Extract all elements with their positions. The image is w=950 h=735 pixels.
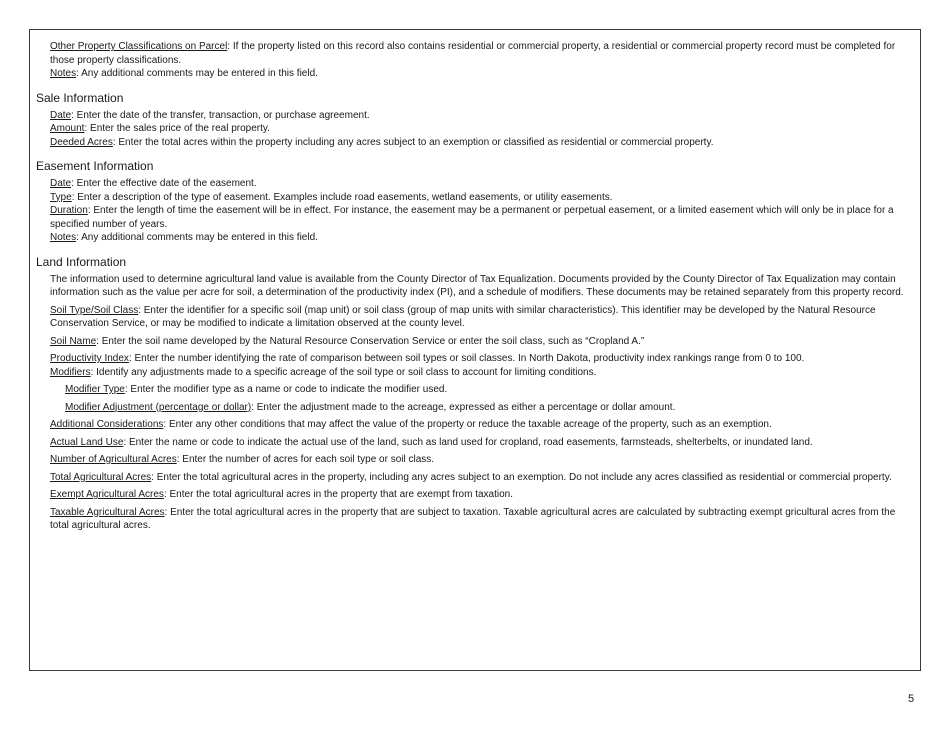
term-soil-name: Soil Name: [50, 335, 97, 347]
term-amount: Amount: [50, 123, 85, 134]
definition-text: : Enter the total acres within the property including any acres subject to an exemption or classified as residential or commercial property.: [112, 136, 714, 148]
definition-additional-considerations: [30, 418, 922, 432]
definition-text: : Enter the date of the transfer, transaction, or purchase agreement.: [71, 109, 370, 121]
definition-text: : Enter the identifier for a specific soil (map unit) or soil class (group of map units with similar characteristics). This identifier may be developed by the Natural Resource Conservation Service, or may be modified to indicate a limitation observed at the county level.: [50, 304, 876, 329]
definition-text: : Enter the sales price of the real property.: [84, 123, 270, 134]
term-productivity-index: Productivity Index: [50, 353, 129, 364]
term-actual-land-use: Actual Land Use: [50, 436, 124, 448]
term-type: Type: [50, 191, 72, 203]
definition-soil-type: [30, 304, 922, 331]
definition-actual-land-use: [30, 436, 922, 450]
definition-amount: [30, 122, 922, 136]
term-additional-considerations: Additional Considerations: [50, 419, 164, 430]
term-deeded-acres: Deeded Acres: [50, 136, 113, 148]
other-property-section: [30, 40, 922, 81]
sale-information-section: [30, 109, 922, 150]
easement-information-heading: Easement Information: [36, 159, 154, 173]
definition-text: : Enter the adjustment made to the acreage, expressed as either a percentage or dollar amount.: [251, 401, 676, 413]
definition-duration: [30, 204, 922, 231]
term-notes: Notes: [50, 68, 77, 79]
term-exempt-agricultural-acres: Exempt Agricultural Acres: [50, 489, 164, 500]
sale-information-heading: Sale Information: [36, 90, 124, 105]
definition-text: : Enter the soil name developed by the Natural Resource Conservation Service or enter the soil class, such as “Cropland A.”: [96, 335, 645, 347]
definition-notes: [30, 67, 922, 81]
definition-text: : Enter the length of time the easement will be in effect. For instance, the easement may be a permanent or perpetual easement, or a limited easement which will only be in place for a specified number of years.: [50, 205, 894, 230]
definition-other-property-classifications: [30, 40, 922, 67]
definition-text: : Enter the number identifying the rate of comparison between soil types or soil classes. In North Dakota, productivity index rankings range from 0 to 100.: [128, 353, 805, 364]
term-date: Date: [50, 109, 72, 121]
definition-text: : Enter the effective date of the easement.: [71, 178, 257, 189]
definition-taxable-agricultural-acres: [30, 506, 922, 533]
definition-easement-notes: [30, 231, 922, 245]
definition-text: : Any additional comments may be entered in this field.: [76, 232, 318, 243]
term-modifiers: Modifiers: [50, 366, 91, 378]
term-date: Date: [50, 178, 72, 189]
definition-type: [30, 191, 922, 205]
land-information-section: [30, 273, 922, 533]
definition-easement-date: [30, 177, 922, 191]
definition-productivity-index: [30, 352, 922, 366]
definition-modifier-adjustment: [30, 401, 922, 415]
definition-sale-date: [30, 109, 922, 123]
term-other-property-classifications: Other Property Classifications on Parcel: [50, 41, 228, 52]
page-frame: [29, 29, 921, 671]
term-taxable-agricultural-acres: Taxable Agricultural Acres: [50, 506, 165, 518]
definition-modifier-type: [30, 383, 922, 397]
easement-information-section: [30, 177, 922, 245]
term-duration: Duration: [50, 205, 88, 216]
definition-modifiers: [30, 366, 922, 380]
term-soil-type: Soil Type/Soil Class: [50, 304, 139, 316]
definition-text: : Enter the modifier type as a name or code to indicate the modifier used.: [124, 384, 448, 395]
definition-text: : Identify any adjustments made to a specific acreage of the soil type or soil class to account for limiting conditions.: [90, 366, 597, 378]
term-notes: Notes: [50, 232, 77, 243]
definition-number-of-agricultural-acres: [30, 453, 922, 467]
definition-text: : Enter the total agricultural acres in the property that are exempt from taxation.: [163, 489, 513, 500]
term-modifier-adjustment: Modifier Adjustment (percentage or dollar): [65, 401, 252, 413]
definition-text: : Enter the total agricultural acres in the property, including any acres subject to an exemption. Do not include any acres classified as residential or commercial property.: [151, 471, 892, 483]
definition-text: : Enter a description of the type of easement. Examples include road easements, wetland easements, or utility easements.: [71, 191, 613, 203]
definition-total-agricultural-acres: [30, 471, 922, 485]
definition-text: : Enter the total agricultural acres in the property that are subject to taxation. Taxable agricultural acres are calculated by subtracting exempt gricultural acres from the total agricultural acres.: [50, 506, 896, 531]
definition-text: : Enter the number of acres for each soil type or soil class.: [176, 454, 435, 465]
definition-deeded-acres: [30, 136, 922, 150]
definition-text: : Any additional comments may be entered in this field.: [76, 68, 318, 79]
definition-soil-name: [30, 335, 922, 349]
definition-text: : If the property listed on this record also contains residential or commercial property, a residential or commercial property record must be completed for those property classifications.: [50, 41, 896, 66]
document-content: [30, 40, 922, 533]
definition-exempt-agricultural-acres: [30, 488, 922, 502]
term-number-of-agricultural-acres: Number of Agricultural Acres: [50, 454, 177, 465]
definition-text: : Enter any other conditions that may affect the value of the property or reduce the taxable acreage of the property, such as an exemption.: [163, 419, 772, 430]
term-modifier-type: Modifier Type: [65, 384, 125, 395]
page-number: 5: [908, 693, 915, 705]
land-information-intro: The information used to determine agricultural land value is available from the County Director of Tax Equalization. Documents provided by the County Director of Tax Equalization may contain information such as the value per acre for soil, a determination of the productivity index (PI), and a schedule of modifiers. These documents may be retained separately from this property record.: [50, 273, 904, 298]
land-information-heading: Land Information: [36, 254, 127, 269]
term-total-agricultural-acres: Total Agricultural Acres: [50, 471, 152, 483]
definition-text: : Enter the name or code to indicate the actual use of the land, such as land used for cropland, road easements, farmsteads, shelterbelts, or inundated land.: [123, 436, 813, 448]
